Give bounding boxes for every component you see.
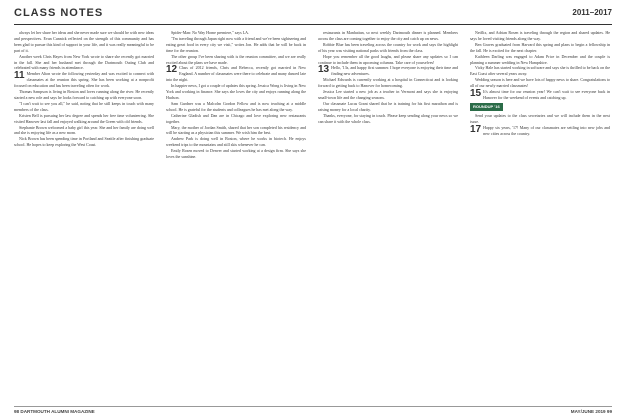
footer-left: 98 DARTMOUTH ALUMNI MAGAZINE [14,409,95,414]
note-paragraph [470,42,610,54]
note-text: Stephanie Brown welcomed a baby girl this year. She and her family are doing well and she is enjoying life as a new mom. [14,124,154,136]
page-header [14,7,612,25]
note-paragraph [14,125,154,137]
note-paragraph [470,125,610,137]
note-paragraph [318,77,458,89]
note-text: Wedding season is here and we have lots of happy news to share. Congratulations to all of our newly married classmates! [470,77,610,89]
class-year-dropcap: 13 [318,64,330,76]
note-text: Thomas Sampson is living in Boston and loves running along the river. He recently started a new role and says he looks forward to catching up with everyone soon. [14,89,154,100]
note-paragraph [166,65,306,83]
note-text: Send your updates to the class secretaries and we will include them in the next issue. [470,112,610,124]
note-text: Vicky Hale has started working in software and says she is thrilled to be back on the East Coast after several years away. [470,65,610,77]
note-text: "I'm traveling through Japan right now with a friend and we've been sightseeing and eating great food in every city we visit," writes Jon. He adds that he will be back in time for the reunion. [166,35,306,53]
column-3 [318,30,458,406]
note-paragraph [318,113,458,125]
note-paragraph [470,30,610,42]
class-year-dropcap: 12 [166,64,178,76]
section-title: CLASS NOTES [14,7,104,19]
note-text: Member Alton wrote the following yesterday and was excited to connect with classmates at the reunion this spring. She has been working at a nonprofit focused on education and has been traveling often for work. [14,71,154,89]
footer-right: MAY/JUNE 2019 99 [570,409,612,414]
note-text: The other group I've been sharing with is the reunion committee, and we are really excited about the plans we have made. [166,53,306,65]
note-paragraph [470,113,610,125]
note-text: restaurants in Manhattan, so next weekly Dartmouth dinner is planned. Members across the class are coming together to enjoy the city and catch up on news. [318,30,458,41]
section-badge: ROUNDUP '16 [470,103,503,111]
column-1 [14,30,154,406]
note-text: Michael Edwards is currently working at a hospital in Connecticut and is looking forward to getting back to Hanover for homecoming. [318,77,458,89]
note-text: Thanks, everyone, for staying in touch. Please keep sending along your news so we can share it with the whole class. [318,112,458,124]
column-4 [470,30,610,406]
note-paragraph [14,71,154,89]
class-year-dropcap: 17 [470,123,482,135]
note-paragraph [318,89,458,101]
note-paragraph [166,54,306,66]
note-paragraph [166,101,306,113]
note-text: Nick Brown has been spending time in Portland and Seattle after finishing graduate school. He hopes to keep exploring the West Coast. [14,136,154,148]
note-paragraph [318,42,458,54]
note-text: Jessica Lee started a new job as a teacher in Vermont and says she is enjoying small-town life and the changing seasons. [318,89,458,100]
note-paragraph [14,30,154,54]
note-paragraph [318,101,458,113]
note-text: Hope you remember all the good laughs, and please share any updates so I can continue to include them in upcoming columns. Take care of yourselves! [318,53,458,65]
note-text: Catherine Gladish and Dan are in Chicago and love exploring new restaurants together. [166,112,306,124]
note-paragraph [14,89,154,101]
note-paragraph [166,148,306,160]
note-paragraph [318,30,458,42]
note-paragraph [166,36,306,54]
note-text: Robbie Blue has been traveling across the country for work and says the highlight of his year was visiting national parks with friends from the class. [318,41,458,53]
page-footer [14,406,612,417]
note-text: Another week Chris Hayes from New York wrote to share she recently got married in the fall. She and her husband met through the Dartmouth Outing Club and celebrated with many friends in attendance. [14,53,154,71]
class-year-dropcap: 11 [14,70,25,82]
note-paragraph [318,54,458,66]
note-text: Happy six years, '17! Many of our classmates are settling into new jobs and new cities across the country. [483,124,610,136]
note-text: It's almost time for our reunion year! We can't wait to see everyone back in Hanover for the weekend of events and catching up. [483,89,610,100]
class-notes-columns [14,30,612,406]
note-text: Emily Rosen moved to Denver and started working at a design firm. She says she loves the sunshine. [166,148,306,160]
note-paragraph [166,113,306,125]
note-paragraph [470,77,610,89]
note-text: Kathleen Darling was engaged to Adam Price in December and the couple is planning a summer wedding in New Hampshire. [470,53,610,65]
note-text: Our classmate Lucas Grant shared that he is training for his first marathon and is raising money for a local charity. [318,100,458,112]
note-text: Spider-Man: No Way Home premiere," says LA. [171,30,250,35]
note-text: Class of 2012 friends, Chris and Rebecca, recently got married in New England. A number of classmates were there to celebrate and many danced late into the night. [166,65,306,83]
note-text: "I can't wait to see you all," he said, noting that he still keeps in touch with many members of the class. [14,100,154,112]
note-paragraph [470,54,610,66]
column-2 [166,30,306,406]
note-paragraph [470,89,610,101]
note-text: Netflix, and Adrian Rosen is traveling through the region and shared updates. He says he loved visiting friends along the way. [470,30,610,41]
note-paragraph [166,136,306,148]
year-range: 2011–2017 [572,8,612,17]
note-text: Mary, the mother of Jordan Smith, shared that her son completed his residency and will be starting as a physician this summer. We wish him the best. [166,124,306,136]
note-text: Andrew Park is doing well in Boston, where he works in biotech. He enjoys weekend trips to the mountains and still skis whenever he can. [166,136,306,148]
note-paragraph [14,113,154,125]
note-paragraph [14,136,154,148]
note-paragraph [470,65,610,77]
note-paragraph [166,125,306,137]
note-text: Kristen Bell is pursuing her law degree and spends her free time volunteering. She visited Hanover last fall and enjoyed walking around the Green with old friends. [14,112,154,124]
note-paragraph [166,83,306,101]
class-year-dropcap: 15 [470,88,482,100]
note-paragraph [14,101,154,113]
note-text: Hello, '13s, and happy first summer. I hope everyone is enjoying their time and finding new adventures. [331,65,458,77]
note-paragraph [318,65,458,77]
note-text: In happier news, I got a couple of updates this spring. Jessica Wong is living in New York and working in finance. She says she loves the city and enjoys running along the Hudson. [166,83,306,100]
note-paragraph [14,54,154,72]
note-text: always let her share her ideas and she never made sure we should be with new ideas and perspectives. Evan Cunnick reflected on the strength of this community and has been glad to pursue this kind of support in your life, and it was really meaningful to be part of it. [14,30,154,53]
note-text: Ben Graves graduated from Harvard this spring and plans to begin a fellowship in the fall. He is excited for the next chapter. [470,41,610,53]
note-text: Sam Gardner was a Malcolm Gordon Fellow and is now teaching at a middle school. He is grateful for the students and colleagues he has met along the way. [166,100,306,112]
